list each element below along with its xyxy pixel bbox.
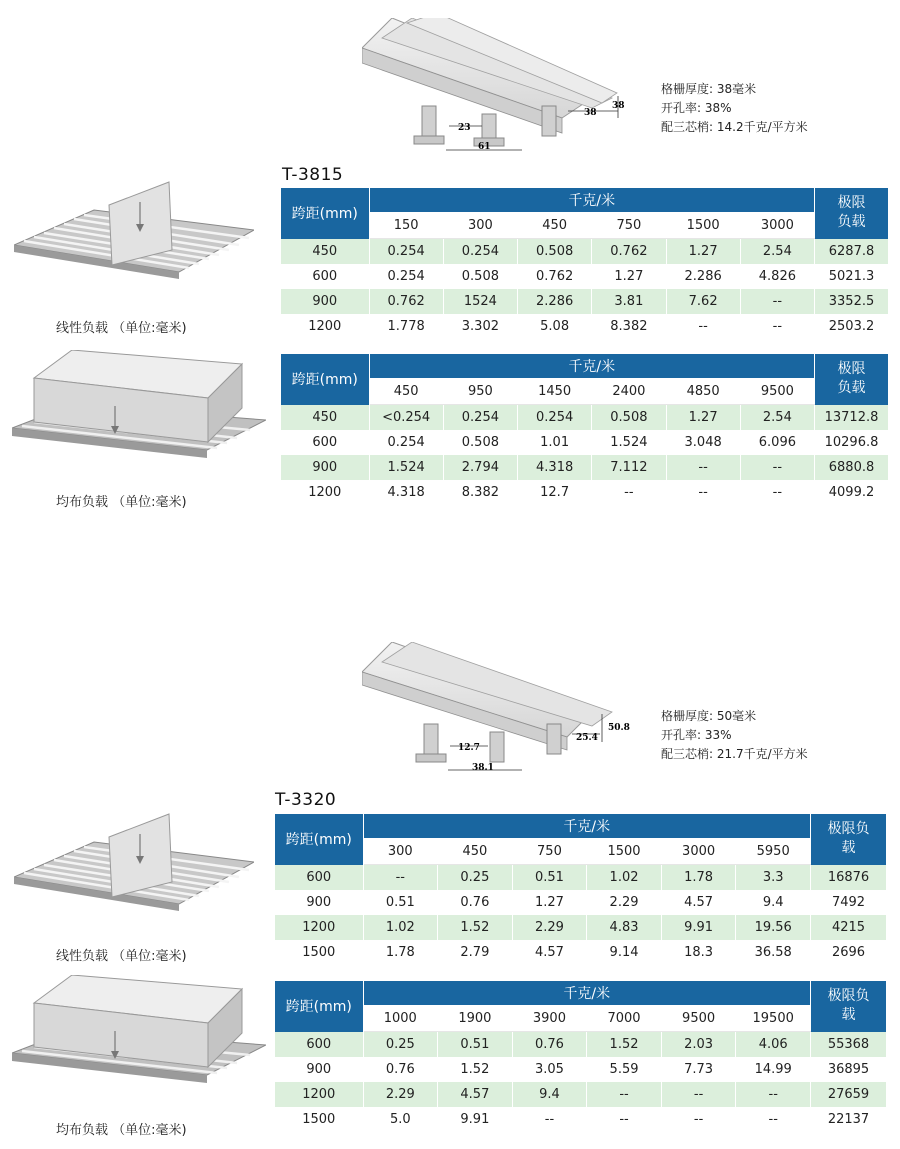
- span-cell: 900: [281, 289, 369, 314]
- deflection-cell: 0.25: [363, 1032, 438, 1058]
- table-row: [281, 405, 889, 431]
- deflection-cell: 1.52: [438, 915, 513, 940]
- span-cell: 450: [281, 239, 369, 265]
- span-header: 跨距(mm): [281, 188, 369, 239]
- load-value: 750: [592, 212, 666, 239]
- table-row: [281, 480, 889, 505]
- span-cell: 600: [275, 1032, 363, 1058]
- deflection-cell: 1.01: [518, 430, 592, 455]
- deflection-cell: 0.762: [518, 264, 592, 289]
- deflection-cell: 4.83: [587, 915, 662, 940]
- ultimate-cell: 7492: [811, 890, 887, 915]
- deflection-cell: 1.778: [369, 314, 443, 339]
- deflection-cell: 0.76: [512, 1032, 587, 1058]
- table-row: [281, 239, 889, 265]
- ultimate-cell: 6287.8: [815, 239, 889, 265]
- deflection-cell: 9.91: [438, 1107, 513, 1132]
- deflection-cell: 9.4: [512, 1082, 587, 1107]
- deflection-cell: 4.318: [369, 480, 443, 505]
- deflection-cell: 5.0: [363, 1107, 438, 1132]
- ultimate-load-header: 极限负载: [811, 981, 887, 1032]
- load-value: 300: [443, 212, 517, 239]
- deflection-cell: --: [661, 1082, 736, 1107]
- deflection-cell: 1524: [443, 289, 517, 314]
- deflection-cell: 0.76: [438, 890, 513, 915]
- deflection-cell: <0.254: [369, 405, 443, 431]
- deflection-cell: 2.03: [661, 1032, 736, 1058]
- deflection-cell: 1.02: [363, 915, 438, 940]
- deflection-cell: --: [736, 1082, 811, 1107]
- model-title: T-3815: [282, 165, 344, 185]
- deflection-cell: 9.4: [736, 890, 811, 915]
- span-cell: 900: [275, 890, 363, 915]
- spec-thickness: 格栅厚度: 50毫米: [661, 709, 757, 723]
- load-value: 750: [512, 838, 587, 865]
- ultimate-load-header: 极限负载: [811, 814, 887, 865]
- deflection-cell: 0.254: [443, 405, 517, 431]
- span-cell: 900: [275, 1057, 363, 1082]
- deflection-cell: 0.762: [369, 289, 443, 314]
- deflection-cell: 18.3: [661, 940, 736, 965]
- deflection-cell: 0.51: [363, 890, 438, 915]
- deflection-cell: --: [592, 480, 666, 505]
- load-header: 千克/米: [369, 354, 815, 378]
- spec-open-area: 开孔率: 38%: [661, 101, 732, 115]
- table-row: [275, 890, 887, 915]
- deflection-cell: 7.73: [661, 1057, 736, 1082]
- linear-load-illustration: [14, 812, 254, 912]
- deflection-cell: 2.794: [443, 455, 517, 480]
- span-cell: 1200: [275, 1082, 363, 1107]
- table-row: [275, 865, 887, 891]
- deflection-cell: 0.508: [443, 430, 517, 455]
- deflection-cell: 1.27: [512, 890, 587, 915]
- deflection-cell: 1.524: [369, 455, 443, 480]
- deflection-cell: --: [661, 1107, 736, 1132]
- load-value: 9500: [740, 378, 814, 405]
- deflection-cell: 7.62: [666, 289, 740, 314]
- deflection-cell: 5.08: [518, 314, 592, 339]
- deflection-cell: 3.81: [592, 289, 666, 314]
- ultimate-cell: 13712.8: [815, 405, 889, 431]
- deflection-cell: 3.05: [512, 1057, 587, 1082]
- spec-thickness: 格栅厚度: 38毫米: [661, 82, 757, 96]
- ultimate-cell: 6880.8: [815, 455, 889, 480]
- deflection-cell: 0.254: [369, 430, 443, 455]
- dim-label: 38: [612, 101, 625, 111]
- deflection-cell: 6.096: [740, 430, 814, 455]
- deflection-cell: 9.91: [661, 915, 736, 940]
- ultimate-cell: 10296.8: [815, 430, 889, 455]
- load-value: 1500: [666, 212, 740, 239]
- deflection-cell: --: [740, 455, 814, 480]
- load-value: 9500: [661, 1005, 736, 1032]
- load-value: 450: [369, 378, 443, 405]
- deflection-cell: --: [587, 1107, 662, 1132]
- deflection-cell: --: [740, 289, 814, 314]
- ultimate-load-header: 极限负载: [815, 188, 889, 239]
- deflection-cell: 8.382: [592, 314, 666, 339]
- ultimate-cell: 2696: [811, 940, 887, 965]
- dim-label: 12.7: [458, 743, 480, 753]
- deflection-cell: 4.57: [661, 890, 736, 915]
- deflection-cell: 0.254: [369, 239, 443, 265]
- deflection-cell: 1.52: [438, 1057, 513, 1082]
- deflection-cell: 12.7: [518, 480, 592, 505]
- ultimate-cell: 55368: [811, 1032, 887, 1058]
- ultimate-cell: 3352.5: [815, 289, 889, 314]
- table-row: [281, 314, 889, 339]
- span-cell: 900: [281, 455, 369, 480]
- grating-profile-drawing: [362, 18, 652, 158]
- ultimate-cell: 4099.2: [815, 480, 889, 505]
- ultimate-cell: 27659: [811, 1082, 887, 1107]
- span-cell: 600: [281, 264, 369, 289]
- deflection-cell: 2.286: [666, 264, 740, 289]
- ultimate-cell: 16876: [811, 865, 887, 891]
- span-cell: 1200: [275, 915, 363, 940]
- deflection-cell: --: [740, 314, 814, 339]
- load-header: 千克/米: [363, 814, 811, 838]
- deflection-cell: 3.048: [666, 430, 740, 455]
- span-cell: 600: [275, 865, 363, 891]
- load-value: 1000: [363, 1005, 438, 1032]
- deflection-cell: 1.52: [587, 1032, 662, 1058]
- dim-label: 50.8: [608, 723, 630, 733]
- deflection-cell: 0.76: [363, 1057, 438, 1082]
- deflection-cell: --: [587, 1082, 662, 1107]
- deflection-cell: 0.25: [438, 865, 513, 891]
- span-header: 跨距(mm): [281, 354, 369, 405]
- load-value: 3000: [740, 212, 814, 239]
- spec-weight: 配三芯梢: 21.7千克/平方米: [661, 747, 808, 761]
- span-cell: 1200: [281, 480, 369, 505]
- uniform-load-caption: 均布负载 （单位:毫米): [56, 1123, 187, 1138]
- deflection-cell: 19.56: [736, 915, 811, 940]
- table-row: [281, 289, 889, 314]
- deflection-cell: 5.59: [587, 1057, 662, 1082]
- linear-load-table: [281, 188, 889, 339]
- deflection-cell: 2.286: [518, 289, 592, 314]
- load-value: 1450: [518, 378, 592, 405]
- deflection-cell: 0.254: [369, 264, 443, 289]
- deflection-cell: 2.29: [587, 890, 662, 915]
- load-value: 5950: [736, 838, 811, 865]
- deflection-cell: 7.112: [592, 455, 666, 480]
- spec-list: [661, 80, 808, 137]
- table-row: [275, 1032, 887, 1058]
- dim-label: 38.1: [472, 763, 494, 773]
- linear-load-table: [275, 814, 887, 965]
- linear-load-caption: 线性负载 （单位:毫米): [56, 949, 187, 964]
- span-header: 跨距(mm): [275, 981, 363, 1032]
- table-row: [275, 915, 887, 940]
- span-cell: 450: [281, 405, 369, 431]
- deflection-cell: 2.29: [363, 1082, 438, 1107]
- load-value: 450: [518, 212, 592, 239]
- load-value: 150: [369, 212, 443, 239]
- span-header: 跨距(mm): [275, 814, 363, 865]
- uniform-load-caption: 均布负载 （单位:毫米): [56, 495, 187, 510]
- deflection-cell: 0.508: [518, 239, 592, 265]
- load-value: 450: [438, 838, 513, 865]
- span-cell: 1500: [275, 940, 363, 965]
- uniform-load-table: [281, 354, 889, 505]
- deflection-cell: 1.27: [666, 405, 740, 431]
- deflection-cell: 0.508: [443, 264, 517, 289]
- grating-profile-drawing: [362, 642, 652, 782]
- deflection-cell: --: [512, 1107, 587, 1132]
- deflection-cell: --: [363, 865, 438, 891]
- deflection-cell: 1.27: [592, 264, 666, 289]
- uniform-load-illustration: [12, 975, 266, 1085]
- linear-load-illustration: [14, 180, 254, 280]
- deflection-cell: 1.27: [666, 239, 740, 265]
- load-value: 7000: [587, 1005, 662, 1032]
- table-row: [275, 1082, 887, 1107]
- model-title: T-3320: [275, 790, 337, 810]
- load-value: 2400: [592, 378, 666, 405]
- deflection-cell: 4.06: [736, 1032, 811, 1058]
- table-row: [275, 1107, 887, 1132]
- spec-open-area: 开孔率: 33%: [661, 728, 732, 742]
- deflection-cell: 2.79: [438, 940, 513, 965]
- ultimate-cell: 2503.2: [815, 314, 889, 339]
- deflection-cell: 3.3: [736, 865, 811, 891]
- load-value: 1900: [438, 1005, 513, 1032]
- deflection-cell: 4.57: [438, 1082, 513, 1107]
- deflection-cell: 2.54: [740, 405, 814, 431]
- ultimate-cell: 5021.3: [815, 264, 889, 289]
- deflection-cell: 2.29: [512, 915, 587, 940]
- deflection-cell: 3.302: [443, 314, 517, 339]
- deflection-cell: --: [736, 1107, 811, 1132]
- linear-load-caption: 线性负载 （单位:毫米): [56, 321, 187, 336]
- ultimate-load-header: 极限负载: [815, 354, 889, 405]
- ultimate-cell: 22137: [811, 1107, 887, 1132]
- deflection-cell: 0.51: [438, 1032, 513, 1058]
- table-row: [281, 264, 889, 289]
- deflection-cell: --: [666, 480, 740, 505]
- load-value: 1500: [587, 838, 662, 865]
- deflection-cell: 0.762: [592, 239, 666, 265]
- table-row: [281, 430, 889, 455]
- table-row: [275, 1057, 887, 1082]
- ultimate-cell: 36895: [811, 1057, 887, 1082]
- deflection-cell: 0.254: [518, 405, 592, 431]
- deflection-cell: --: [666, 455, 740, 480]
- load-value: 950: [443, 378, 517, 405]
- deflection-cell: 4.826: [740, 264, 814, 289]
- deflection-cell: 2.54: [740, 239, 814, 265]
- load-header: 千克/米: [369, 188, 815, 212]
- deflection-cell: --: [666, 314, 740, 339]
- deflection-cell: 9.14: [587, 940, 662, 965]
- load-header: 千克/米: [363, 981, 811, 1005]
- spec-list: [661, 707, 808, 764]
- uniform-load-illustration: [12, 350, 266, 460]
- deflection-cell: 4.57: [512, 940, 587, 965]
- dim-label: 25.4: [576, 733, 598, 743]
- load-value: 3000: [661, 838, 736, 865]
- deflection-cell: 14.99: [736, 1057, 811, 1082]
- dim-label: 38: [584, 108, 597, 118]
- span-cell: 1200: [281, 314, 369, 339]
- deflection-cell: 0.254: [443, 239, 517, 265]
- span-cell: 600: [281, 430, 369, 455]
- deflection-cell: 4.318: [518, 455, 592, 480]
- deflection-cell: 0.51: [512, 865, 587, 891]
- deflection-cell: 0.508: [592, 405, 666, 431]
- deflection-cell: --: [740, 480, 814, 505]
- load-value: 19500: [736, 1005, 811, 1032]
- deflection-cell: 1.524: [592, 430, 666, 455]
- deflection-cell: 1.78: [661, 865, 736, 891]
- dim-label: 61: [478, 142, 491, 152]
- dim-label: 23: [458, 123, 471, 133]
- deflection-cell: 1.78: [363, 940, 438, 965]
- table-row: [275, 940, 887, 965]
- load-value: 4850: [666, 378, 740, 405]
- load-value: 300: [363, 838, 438, 865]
- deflection-cell: 36.58: [736, 940, 811, 965]
- spec-weight: 配三芯梢: 14.2千克/平方米: [661, 120, 808, 134]
- ultimate-cell: 4215: [811, 915, 887, 940]
- deflection-cell: 1.02: [587, 865, 662, 891]
- deflection-cell: 8.382: [443, 480, 517, 505]
- span-cell: 1500: [275, 1107, 363, 1132]
- uniform-load-table: [275, 981, 887, 1132]
- table-row: [281, 455, 889, 480]
- load-value: 3900: [512, 1005, 587, 1032]
